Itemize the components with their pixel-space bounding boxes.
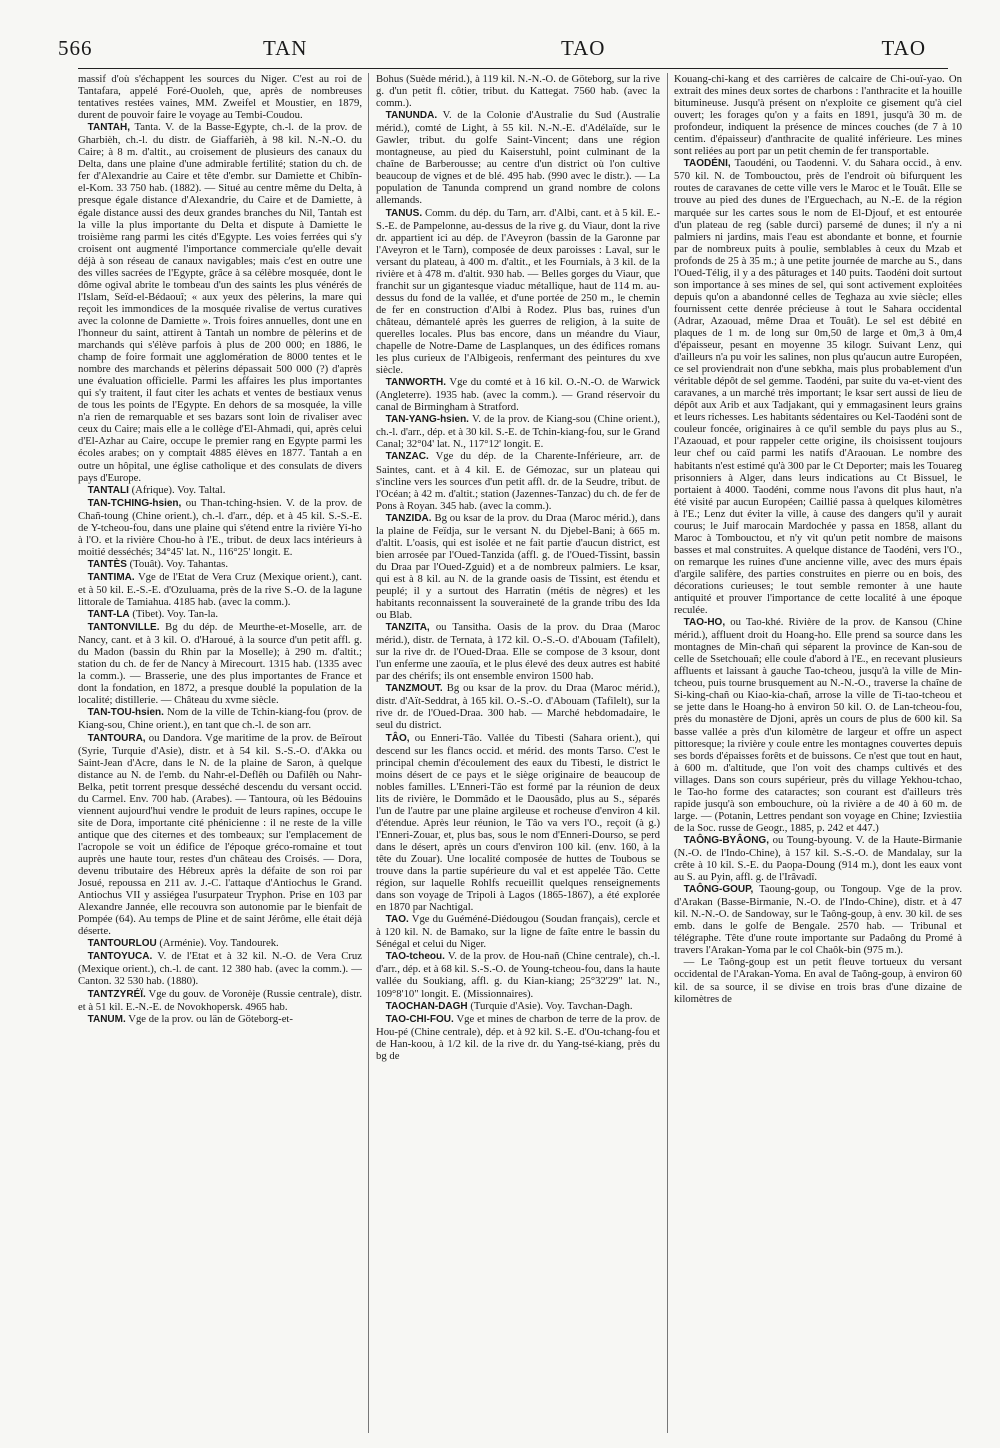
entry-headword: TAODÉNI, — [683, 158, 731, 170]
dictionary-entry — [376, 376, 660, 413]
entry-headword: TAOCHAN-DAGH — [385, 1000, 468, 1012]
entry-text: Taoung-goup, ou Tongoup. Vge de la prov. d'Arakan (Basse-Birmanie, N.-O. de l'Indo-Chine), distr. et à 47 kil. N.-N.-O. de Sandoway, sur le Taông-goup, à env. 30 kil. de ses emb. dans le golfe de Bengale. 2570 hab. — Tribunal et télégraphe. Tête d'une route importante sur Padaông du Promé à travers l'Arakan-Yoma par le col Chaôk-bin (975 m.). — [674, 883, 962, 957]
entry-headword: TANTZYRÉÏ. — [87, 988, 146, 1000]
entry-headword: TANUNDA. — [385, 110, 438, 122]
entry-text: Vge de la prov. ou län de Göteborg-et- — [128, 1012, 293, 1025]
entry-headword: TANUS. — [385, 207, 423, 219]
entry-text: Kouang-chi-kang et des carrières de calcaire de Chi-ouï-yao. On extrait des mines deux sortes de charbons : l'anthracite et la houille bitumineuse. Jusqu'à présent on n'exploite ce gisement qu'à ciel ouvert; les forages qu'on y a faits en 1891, jusqu'à 30 m. de profondeur, indiquent la présence de minces couches (de 7 à 10 centim. d'épaisseur) d'anthracite de qualité inférieure. Les mines sont reliées au port par un petit chemin de fer transportable. — [674, 73, 962, 158]
dictionary-entry — [674, 883, 962, 956]
dictionary-entry — [78, 706, 362, 731]
entry-text: Bohus (Suède mérid.), à 119 kil. N.-N.-O. de Göteborg, sur la rive g. d'un petit fl. côtier, tribut. du Kattegat. 7560 hab. (avec la comm.). — [376, 73, 660, 110]
entry-headword: TAO. — [385, 914, 409, 926]
entry-text: (Turquie d'Asie). Voy. Tavchan-Dagh. — [470, 999, 633, 1012]
header-left-word: TAN — [263, 36, 308, 60]
header-rule — [78, 68, 948, 69]
dictionary-entry — [376, 413, 660, 450]
entry-headword: TAÔNG-GOUP, — [683, 884, 754, 896]
entry-text: Vge du Guéméné-Diédougou (Soudan français), cercle et à 120 kil. N. de Bamako, sur la ligne de faîte entre le bassin du Sénégal et celui du Niger. — [376, 913, 660, 951]
dictionary-entry — [376, 732, 660, 914]
dictionary-entry — [376, 682, 660, 731]
entry-headword: TANTOURLOU — [87, 938, 157, 950]
dictionary-entry — [78, 608, 362, 621]
entry-headword: TANZIDA. — [385, 512, 432, 524]
entry-text: Bg ou ksar de la prov. du Draa (Maroc mérid.), distr. d'Aït-Seddrat, à 165 kil. O.-S.-O. d'Abouam (Tafilelt), sur la rive dr. de l'Oued-Draa. 300 hab. — Marché hebdomadaire, le seul du district. — [376, 682, 660, 732]
entry-text: massif d'où s'échappent les sources du Niger. C'est au roi de Tantafara, appelé Foré-Ouoleh, que, après de nombreuses tentatives restées vaines, MM. Zweifel et Moustier, en 1879, durent de pouvoir faire le voyage au Tembi-Coudou. — [78, 73, 362, 122]
entry-headword: TAO-CHI-FOU. — [385, 1013, 454, 1025]
entry-headword: TANTONVILLE. — [87, 622, 160, 634]
dictionary-entry — [376, 621, 660, 682]
entry-headword: TANZITA, — [385, 622, 430, 634]
dictionary-entry — [376, 73, 660, 109]
entry-text: Vge et mines de charbon de terre de la prov. de Hou-pé (Chine centrale), dép. et à 92 kil. S.-E. d'Ou-tchang-fou et de Han-koou, à 1/2 kil. de la rive dr. du Yang-tsé-kiang, près du bg de — [376, 1012, 660, 1062]
dictionary-entry — [78, 1013, 362, 1026]
dictionary-entry — [78, 732, 362, 938]
entry-text: V. de la Colonie d'Australie du Sud (Australie mérid.), comté de Light, à 55 kil. N.-N.-E. d'Adélaïde, sur le Gawler, tribut. du golfe Saint-Vincent; dans une région montagneuse, au pied du Kaiserstuhl, point culminant de la chaîne de Barberousse; au centre d'un district où l'on cultive beaucoup de vignes et de blé. 495 hab. (990 avec le distr.). — La population de Tanunda comprend un grand nombre de colons allemands. — [376, 109, 661, 207]
entry-text: V. de la prov. de Kiang-sou (Chine orient.), ch.-l. d'arr., dép. et à 30 kil. S.-E. de Tchin-kiang-fou, sur le Grand Canal; 32°04' lat. N., 117°12' longit. E. — [376, 413, 660, 451]
entry-text: ou Enneri-Tâo. Vallée du Tibesti (Sahara orient.), qui descend sur les flancs occid. et mérid. des monts Tarso. C'est le principal chemin d'écoulement des eaux du Tibesti, le district le moins désert de ce pays et le siège originaire de beaucoup de nobles familles. L'Enneri-Tâo est formé par la réunion de deux lits de rivière, le Dommâdo et le Daousâdo, plus au S., séparés l'un de l'autre par une plaine argileuse et rocheuse d'environ 4 kil. d'étendue. Après leur réunion, le Tâo va vers l'O., reçoit (à g.) l'Enneri-Zouar, et, plus bas, sous le nom d'Enneri-Dourso, se perd dans le désert, après un cours d'environ 100 kil. (env. 160, à la tête du Zouar). Une localité composée de huttes de Toubous se trouve dans la partie supérieure du val et est appelée Tâo. Cette région, sur laquelle Rohlfs recueillit quelques renseignements dans son voyage de Tripoli à Lagos (1865-1867), a été explorée en 1870 par Nachtigal. — [376, 731, 661, 914]
entry-headword: TAO-HO, — [683, 617, 726, 629]
entry-text: Vge de l'Etat de Vera Cruz (Mexique orient.), cant. et à 50 kil. E.-S.-E. d'Ozuluama, près de la rive S.-O. de la lagune littorale de Tamiahua. 4185 hab. (avec la comm.). — [78, 570, 362, 609]
dictionary-entry — [674, 616, 962, 834]
entry-text: Taoudéni, ou Taodenni. V. du Sahara occid., à env. 570 kil. N. de Tombouctou, près de l'endroit où bifurquent les routes de caravanes de cette ville vers le Maroc et le Touât. Elle se trouve au pied des dunes de l'Erguechach, au N.-E. de la région marquée sur les cartes sous le nom de El-Djouf, et est entourée d'un plateau de reg (sable durci) parsemé de dunes; il n'y a ni palmiers ni jardins, mais l'eau est abondante et bonne, et fournie par de nombreux puits à poulie, semblables à ceux du Mzab et profonds de 25 à 35 m.; à une petite journée de marche au S., dans l'Oued-Télig, il y a des pâturages et 140 puits. Taodéni doit surtout son importance à ses mines de sel, qui sont activement exploitées depuis qu'on a abandonné celles de Teghaza au xvie siècle; elles fournissent cette denrée précieuse à tout le Sahara occidental (Adrar, Azaouad, même Draa et Touât). Le sel est débité en plaques de 1 m. de long sur 0m,50 de large et 0m,3 à 0m,4 d'épaisseur, pesant en moyenne 35 kilogr. Suivant Lenz, qui d'ailleurs n'a pu voir les salines, non plus qu'aucun autre Européen, ce sel proviendrait non d'une sebkha, mais plus probablement d'un véritable dépôt de sel gemme. Taodéni, par suite du va-et-vient des caravanes, a un marché très important; le ksar sert aussi de lieu de dépôt aux Arib et aux Tadjakant, qui y emmagasinent leurs grains et leurs richesses. Les habitants sédentaires ou Kel-Taodéni sont de couleur foncée, originaires à ce qu'il semble du pays plus au S., l'Azaouad, et pour rappeler cette origine, ils choisissent toujours leur chef ou caïd parmi les natifs d'Araouan. Le nombre des habitants n'est estimé qu'à 300 par le Ct Deporter; mais les Touareg prisonniers à Alger, dans leurs indications au Ct Bissuel, le portaient à 4000. Taodéni, comme nous l'avons dit plus haut, n'a été visité par aucun Européen; Caillié passa à quelques kilomètres à l'E.; Lenz dut éviter la ville, à cause des dangers qu'il y aurait courus; le Juif marocain Mardochée y passa en 1858, allant du Maroc à Tombouctou, et n'y vit qu'un petit nombre de maisons basses et mal construites. A quelque distance de Taodéni, vers l'O., on remarque les ruines d'une ancienne ville, avec des murs épais d'argile salifère, des parties construites en pierre ou en bois, des décorations curieuses; le tout semble remonter à une haute antiquité et prouver l'importance de cette localité à une époque reculée. — [674, 157, 962, 617]
entry-text: ou Toung-byoung. V. de la Haute-Birmanie (N.-O. de l'Indo-Chine), à 157 kil. S.-S.-O. de Mandalay, sur la crête à 10 kil. S.-E. du Paopa-Doung (914 m.), dont les eaux vont au S. au Pyin, affl. g. de l'Irâvadî. — [674, 833, 963, 884]
entry-headword: TANTOYUCA. — [87, 951, 153, 963]
entry-headword: TANT-LA — [87, 609, 130, 621]
entry-headword: TANTIMA. — [87, 571, 135, 583]
entry-headword: TAÔNG-BYÂONG, — [683, 834, 769, 846]
dictionary-entry — [78, 937, 362, 950]
entry-headword: TAN-TOU-hsien. — [87, 707, 164, 719]
entry-text: ou Than-tching-hsien. V. de la prov. de Chañ-toung (Chine orient.), ch.-l. d'arr., dép. et à 45 kil. S.-S.-E. de Y-tcheou-fou, dans une plaine qui s'étend entre la rivière Yi-ho à l'O. et la rivière Chou-ho à l'E., tribut. de deux lacs intérieurs à moitié desséchés; 34°45' lat. N., 116°25' longit. E. — [78, 496, 363, 558]
dictionary-entry — [674, 73, 962, 157]
dictionary-entry — [376, 109, 660, 206]
dictionary-entry — [376, 950, 660, 999]
header-center-word: TAO — [561, 36, 606, 60]
column-1 — [78, 73, 362, 1026]
entry-headword: TÂO, — [385, 732, 410, 744]
column-3 — [674, 73, 962, 1005]
entry-text: (Afrique). Voy. Taltal. — [131, 483, 226, 496]
entry-headword: TANWORTH. — [385, 377, 446, 389]
entry-text: (Arménie). Voy. Tandourek. — [159, 937, 279, 950]
entry-headword: TANTAH, — [87, 122, 131, 134]
entry-text: — Le Taông-goup est un petit fleuve tortueux du versant occidental de l'Arakan-Yoma. En aval de Taông-goup, à environ 60 kil. de sa source, il se divise en trois bras d'une dizaine de kilomètres de — [674, 956, 962, 1005]
column-divider — [368, 73, 369, 1433]
entry-text: Vge du dép. de la Charente-Inférieure, arr. de Saintes, cant. et à 4 kil. E. de Gémozac, sur un plateau qui s'incline vers les sources d'un petit affl. dr. de la Seudre, tribut. de l'Océan; à 42 m. d'altit.; station (Jazennes-Tanzac) du ch. de fer de Pons à Royan. 345 hab. (avec la comm.). — [376, 450, 661, 512]
dictionary-entry — [78, 121, 362, 483]
entry-text: Vge du gouv. de Voronèje (Russie centrale), distr. et à 51 kil. E.-N.-E. de Novokhopersk. 4965 hab. — [78, 987, 362, 1013]
entry-headword: TANTÈS — [87, 558, 127, 570]
dictionary-entry — [376, 207, 660, 377]
entry-headword: TANZMOUT. — [385, 683, 443, 695]
dictionary-entry — [78, 950, 362, 987]
dictionary-entry — [376, 1013, 660, 1062]
page-number: 566 — [58, 36, 93, 60]
entry-headword: TANTALI — [87, 484, 129, 496]
entry-text: Nom de la ville de Tchin-kiang-fou (prov. de Kiang-sou, Chine orient.), en tant que ch.-l. de son arr. — [78, 706, 362, 732]
header-right-word: TAO — [881, 36, 926, 60]
dictionary-entry — [376, 450, 660, 511]
entry-text: (Tibet). Voy. Tan-la. — [132, 608, 219, 621]
entry-text: ou Tansitha. Oasis de la prov. du Draa (Maroc mérid.), distr. de Ternata, à 172 kil. O.-S.-O. d'Abouam (Tafilelt), sur la rive dr. de l'Oued-Draa. Elle se compose de 3 ksour, dont l'un enferme une zaouïa, et le plus élevé des deux autres est habité par des chérifs; ils ont ensemble environ 1500 hab. — [376, 621, 660, 683]
dictionary-entry — [78, 497, 362, 558]
entry-headword: TAN-YANG-hsien. — [385, 414, 469, 426]
dictionary-entry — [674, 834, 962, 883]
entry-text: Comm. du dép. du Tarn, arr. d'Albi, cant. et à 5 kil. E.-S.-E. de Pampelonne, au-dessus de la rive g. du Viaur, dont la rive dr. appartient ici au dép. de l'Aveyron (bassin de la Garonne par l'Aveyron et le Tarn), composée de deux paroisses : Laval, sur le versant du plateau, à 400 m. d'altit., et les Fournials, à 3 kil. de la rivière et à 478 m. d'altit. 930 hab. — Belles gorges du Viaur, que franchit sur un gigantesque viaduc métallique, haut de 114 m. au-dessus du fond de la vallée, et d'une portée de 250 m., le chemin de fer en construction d'Albi à Rodez. Plus bas, ruines d'un château, démantelé après les guerres de religion, à la suite de querelles locales. Plus bas encore, dans un méandre du Viaur, chapelle de Notre-Dame de Lasplanques, un des édifices romans les plus curieux de l'Albigeois, renfermant des peintures du xve siècle. — [376, 206, 661, 377]
entry-headword: TAN-TCHING-hsien, — [87, 497, 182, 509]
dictionary-entry — [78, 558, 362, 571]
entry-text: V. de la prov. de Hou-nañ (Chine centrale), ch.-l. d'arr., dép. et à 68 kil. S.-S.-O. de Young-tcheou-fou, dans la haute vallée du Soukiang, affl. g. du Kian-kiang; 25°32'29" lat. N., 109°8'10" longit. E. (Missionnaires). — [376, 950, 660, 1000]
entry-text: Bg ou ksar de la prov. du Draa (Maroc mérid.), dans la plaine de Feïdja, sur le versant N. du Djebel-Bani; à 665 m. d'altit. L'oasis, qui est isolée et ne fait partie d'aucun district, est bien arrosée par l'Oued-Tanzida (affl. g. de l'Oued-Tissint, bassin du Draa par l'Oued-Zguid) et a de nombreux palmiers. Le ksar, qui est à 8 kil. au N. de la grande oasis de Tissint, est étendu et peuplé; il y a surtout des Harratin (métis de nègres) et les habitants reconnaissent la souveraineté de la grande tribu des Ida ou Blab. — [376, 511, 660, 622]
running-header — [58, 36, 948, 70]
dictionary-entry — [376, 913, 660, 950]
entry-text: Vge du comté et à 16 kil. O.-N.-O. de Warwick (Angleterre). 1935 hab. (avec la comm.). — Grand réservoir du canal de Birmingham à Stratford. — [376, 376, 661, 414]
entry-text: Bg du dép. de Meurthe-et-Moselle, arr. de Nancy, cant. et à 3 kil. O. d'Haroué, à la source d'un petit affl. g. du Madon (bassin du Rhin par la Moselle); à 290 m. d'altit.; station du ch. de fer de Nancy à Mirecourt. 1315 hab. (1335 avec la comm.). — Brasserie, une des plus importantes de France et dont la fondation, en 1872, a presque doublé la population de la localité; distillerie. — Château du xvme siècle. — [78, 621, 362, 707]
dictionary-entry — [78, 484, 362, 497]
column-2 — [376, 73, 660, 1062]
entry-headword: TAO-tcheou. — [385, 951, 445, 963]
entry-text: (Touât). Voy. Tahantas. — [129, 557, 228, 570]
column-divider — [667, 73, 668, 1433]
dictionary-entry — [376, 512, 660, 621]
dictionary-entry — [78, 988, 362, 1013]
entry-text: Tanta. V. de la Basse-Egypte, ch.-l. de la prov. de Gharbièh, ch.-l. du distr. de Giaffarièh, à 98 kil. N.-N.-O. du Caire; à 8 m. d'altit., au croisement de plusieurs des canaux du Delta, dans une plaine d'une admirable fertilité; station du ch. de fer d'Alexandrie au Caire et tête d'embr. sur Damiette et Chibîn-el-Kom. 33 750 hab. (1882). — Situé au centre même du Delta, à presque égale distance d'Alexandrie, du Caire et de Damiette, à égale distance aussi des deux grandes branches du Nil, Tantah est la ville la plus importante du Delta et dispute à Damiette le troisième rang parmi les cités d'Egypte. Les voies ferrées qui s'y croisent ont augmenté l'importance commerciale qu'elle devait déjà à son réseau de canaux navigables; mais c'est en outre une des villes sacrées de l'Egypte, grâce à sa célèbre mosquée, dont le dôme ogival abrite le tombeau d'un des saints les plus vénérés de l'Islam, Seïd-el-Bédaouî; « aux yeux des pèlerins, la mare qui reçoit les immondices de la mosquée rivalise de vertus curatives avec la colonne de Damiette ». Trois foires annuelles, dont une en l'honneur du saint, attirent à Tantah un nombre de pèlerins et de marchands qui s'élève parfois à plus de 200 000; en 1886, le champ de foire formait une agglomération de 8000 tentes et le nombre des marchands et pèlerins dépassait 500 000 (?) d'après une évaluation officielle. Parmi les affaires les plus importantes qui s'y traitent, il faut citer les achats et ventes de bestiaux venus de tous les points de l'Egypte. En dehors de sa mosquée, la ville n'a rien de remarquable et ses bazars sont loin de rivaliser avec ceux du Caire; mais elle a le collège d'El-Ahmadi, qui, après celui d'El-Azhar au Caire, occupe le premier rang en Egypte parmi les écoles arabes; on y comptait 4885 élèves en 1877. Tantah a en outre un hôpital, une église catholique et des consulats de divers pays d'Europe. — [78, 121, 362, 484]
dictionary-entry — [674, 157, 962, 616]
dictionary-entry — [78, 73, 362, 121]
entry-text: ou Tao-khé. Rivière de la prov. de Kansou (Chine mérid.), affluent droit du Hoang-ho. Elle prend sa source dans les montagnes de Min-chañ qui séparent la province de Kan-sou de celle de Ssetchouañ; elle coule d'abord à l'E., en recevant plusieurs affluents et laissant à gauche Tao-tcheou, jusqu'à la ville de Min-tcheou, puis tourne brusquement au N.-N.-O., traverse la chaîne de Si-king-chañ ou Kiao-kia-chañ, arrose la ville de Ti-tao-tcheou et se jette dans le Hoang-ho à environ 50 kil. O. de Lan-tcheou-fou, près du monastère de Djoni, après un cours de plus de 600 kil. Sa basse vallée a près d'un kilomètre de largeur et offre un aspect pittoresque; la rivière y coule entre les montagnes couvertes depuis ses bords d'épaisses forêts et de buissons. Ce n'est que tout en haut, à 600 m. d'altitude, que l'on voit des champs cultivés et des villages. Dans son cours supérieur, près du village Yekhou-tchao, le Tao-ho forme des cataractes; son courant est d'ailleurs très rapide jusqu'à son embouchure, où la rivière a de 40 à 60 m. de large. — (Potanin, Lettres pendant son voyage en Chine; Izviestiia de la Soc. russe de Geogr., 1885, p. 242 et 447.) — [674, 616, 962, 834]
dictionary-entry — [376, 1000, 660, 1013]
entry-text: V. de l'Etat et à 32 kil. N.-O. de Vera Cruz (Mexique orient.), ch.-l. de cant. 12 380 hab. (avec la comm.). — Canton. 32 530 hab. (1880). — [78, 950, 363, 988]
entry-text: ou Dandora. Vge maritime de la prov. de Beïrout (Syrie, Turquie d'Asie), distr. et à 54 kil. S.-S.-O. d'Akka ou Saint-Jean d'Acre, dans le N. de la plaine de Saron, à quelque distance au N. de l'emb. du Nahr-el-Deflêh ou Dafilêh ou Nahr-Belka, petit torrent presque desséché descendu du versant occid. du Carmel. Env. 700 hab. (Arabes). — Tantoura, où les Bédouins viennent aujourd'hui vendre le produit de leurs rapines, occupe le site de Dora, importante cité phénicienne : il ne reste de la ville antique que des citernes et des tombeaux; sur l'emplacement de l'acropole se voit un édifice de l'époque gréco-romaine et tout auprès une haute tour, restes d'un château des Croisés. — Dora, devenu tributaire des Hébreux après la défaite de son roi par Josué, repoussa en 211 av. J.-C. l'attaque d'Antiochus le Grand. Antiochus VII y assiégea l'usurpateur Tryphon. Prise en 103 par Alexandre Jannée, elle recouvra son autonomie par le bienfait de Pompée (64). Au temps de Pline et de saint Jérôme, elle était déjà déserte. — [78, 731, 362, 938]
entry-headword: TANUM. — [87, 1013, 126, 1025]
entry-headword: TANTOURA, — [87, 732, 146, 744]
entry-headword: TANZAC. — [385, 451, 429, 463]
dictionary-entry — [78, 571, 362, 608]
dictionary-entry — [78, 621, 362, 706]
dictionary-entry — [674, 956, 962, 1004]
